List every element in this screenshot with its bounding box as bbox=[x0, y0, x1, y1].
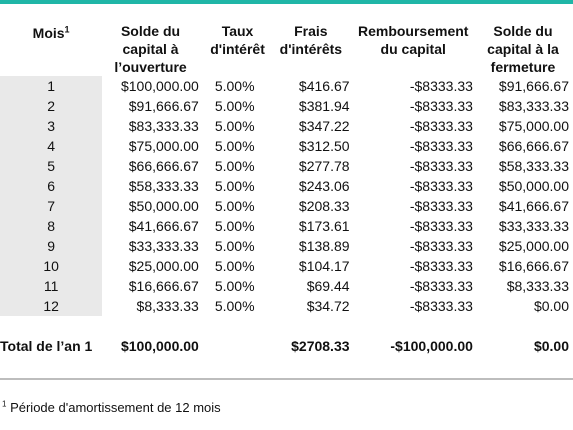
amortization-table bbox=[0, 22, 573, 356]
cell-taux: 5.00% bbox=[214, 78, 255, 94]
table-row bbox=[0, 116, 573, 136]
cell-solde-fermeture: $8,333.33 bbox=[506, 278, 569, 294]
table-row bbox=[0, 136, 573, 156]
cell-remboursement: -$8333.33 bbox=[409, 138, 473, 154]
cell-solde-ouverture: $75,000.00 bbox=[128, 138, 199, 154]
cell-remboursement: -$8333.33 bbox=[409, 78, 473, 94]
cell-solde-ouverture: $25,000.00 bbox=[128, 258, 199, 274]
cell-frais: $69.44 bbox=[306, 278, 350, 294]
cell-frais: $208.33 bbox=[298, 198, 350, 214]
total-solde-ouverture: $100,000.00 bbox=[120, 338, 199, 354]
cell-solde-fermeture: $33,333.33 bbox=[498, 218, 569, 234]
cell-taux: 5.00% bbox=[214, 98, 255, 114]
cell-solde-fermeture: $0.00 bbox=[533, 298, 569, 314]
cell-solde-ouverture: $16,666.67 bbox=[128, 278, 199, 294]
cell-taux: 5.00% bbox=[214, 238, 255, 254]
footnote-number: 1 bbox=[2, 399, 7, 409]
header-solde-ouverture: Solde du capital à l’ouverture bbox=[114, 23, 187, 75]
footnote-text: Période d'amortissement de 12 mois bbox=[10, 400, 221, 415]
cell-mois: 7 bbox=[0, 196, 102, 216]
cell-solde-fermeture: $16,666.67 bbox=[498, 258, 569, 274]
cell-mois: 3 bbox=[0, 116, 102, 136]
table-row bbox=[0, 76, 573, 96]
cell-taux: 5.00% bbox=[214, 158, 255, 174]
cell-mois: 8 bbox=[0, 216, 102, 236]
cell-solde-fermeture: $50,000.00 bbox=[498, 178, 569, 194]
table-row bbox=[0, 96, 573, 116]
total-remboursement: -$100,000.00 bbox=[390, 338, 473, 354]
cell-mois: 1 bbox=[0, 76, 102, 96]
cell-taux: 5.00% bbox=[214, 298, 255, 314]
cell-taux: 5.00% bbox=[214, 218, 255, 234]
cell-solde-ouverture: $41,666.67 bbox=[128, 218, 199, 234]
cell-mois: 4 bbox=[0, 136, 102, 156]
footnote bbox=[2, 400, 221, 415]
cell-taux: 5.00% bbox=[214, 258, 255, 274]
cell-solde-ouverture: $66,666.67 bbox=[128, 158, 199, 174]
table-row bbox=[0, 176, 573, 196]
cell-remboursement: -$8333.33 bbox=[409, 298, 473, 314]
cell-remboursement: -$8333.33 bbox=[409, 158, 473, 174]
total-solde-fermeture: $0.00 bbox=[533, 338, 569, 354]
header-row bbox=[0, 22, 573, 76]
table-row bbox=[0, 276, 573, 296]
cell-frais: $173.61 bbox=[298, 218, 350, 234]
cell-mois: 5 bbox=[0, 156, 102, 176]
cell-solde-fermeture: $66,666.67 bbox=[498, 138, 569, 154]
table-row bbox=[0, 296, 573, 316]
cell-frais: $277.78 bbox=[298, 158, 350, 174]
cell-solde-fermeture: $25,000.00 bbox=[498, 238, 569, 254]
cell-frais: $138.89 bbox=[298, 238, 350, 254]
cell-remboursement: -$8333.33 bbox=[409, 238, 473, 254]
total-mois: Total de l’an 1 bbox=[0, 338, 93, 354]
cell-mois: 11 bbox=[0, 276, 102, 296]
cell-frais: $312.50 bbox=[298, 138, 350, 154]
cell-solde-ouverture: $91,666.67 bbox=[128, 98, 199, 114]
cell-frais: $104.17 bbox=[298, 258, 350, 274]
cell-remboursement: -$8333.33 bbox=[409, 178, 473, 194]
table-row bbox=[0, 196, 573, 216]
cell-taux: 5.00% bbox=[214, 178, 255, 194]
cell-mois: 9 bbox=[0, 236, 102, 256]
footnote-marker: 1 bbox=[64, 24, 70, 35]
cell-solde-ouverture: $33,333.33 bbox=[128, 238, 199, 254]
cell-remboursement: -$8333.33 bbox=[409, 258, 473, 274]
cell-frais: $243.06 bbox=[298, 178, 350, 194]
cell-taux: 5.00% bbox=[214, 118, 255, 134]
cell-solde-fermeture: $83,333.33 bbox=[498, 98, 569, 114]
cell-solde-fermeture: $41,666.67 bbox=[498, 198, 569, 214]
header-solde-fermeture: Solde du capital à la fermeture bbox=[487, 23, 559, 75]
total-taux bbox=[203, 336, 272, 356]
table-row bbox=[0, 256, 573, 276]
cell-taux: 5.00% bbox=[214, 138, 255, 154]
cell-remboursement: -$8333.33 bbox=[409, 118, 473, 134]
cell-frais: $416.67 bbox=[298, 78, 350, 94]
cell-mois: 2 bbox=[0, 96, 102, 116]
bottom-rule bbox=[0, 378, 573, 380]
cell-mois: 10 bbox=[0, 256, 102, 276]
cell-frais: $347.22 bbox=[298, 118, 350, 134]
header-taux: Taux d'intérêt bbox=[210, 23, 265, 57]
cell-solde-ouverture: $58,333.33 bbox=[128, 178, 199, 194]
cell-remboursement: -$8333.33 bbox=[409, 198, 473, 214]
top-accent-rule bbox=[0, 0, 573, 4]
cell-mois: 6 bbox=[0, 176, 102, 196]
cell-solde-fermeture: $58,333.33 bbox=[498, 158, 569, 174]
total-frais: $2708.33 bbox=[291, 338, 350, 354]
cell-frais: $381.94 bbox=[298, 98, 350, 114]
cell-mois: 12 bbox=[0, 296, 102, 316]
spacer-row bbox=[0, 316, 573, 336]
cell-remboursement: -$8333.33 bbox=[409, 98, 473, 114]
header-frais: Frais d'intérêts bbox=[279, 23, 343, 57]
cell-solde-ouverture: $83,333.33 bbox=[128, 118, 199, 134]
table-row bbox=[0, 156, 573, 176]
total-row bbox=[0, 336, 573, 356]
cell-solde-ouverture: $8,333.33 bbox=[136, 298, 199, 314]
cell-solde-fermeture: $75,000.00 bbox=[498, 118, 569, 134]
cell-solde-ouverture: $100,000.00 bbox=[120, 78, 199, 94]
cell-solde-fermeture: $91,666.67 bbox=[498, 78, 569, 94]
cell-taux: 5.00% bbox=[214, 278, 255, 294]
cell-frais: $34.72 bbox=[306, 298, 350, 314]
header-remboursement: Remboursement du capital bbox=[357, 23, 469, 57]
cell-taux: 5.00% bbox=[214, 198, 255, 214]
cell-remboursement: -$8333.33 bbox=[409, 218, 473, 234]
table-row bbox=[0, 236, 573, 256]
table-row bbox=[0, 216, 573, 236]
cell-solde-ouverture: $50,000.00 bbox=[128, 198, 199, 214]
cell-remboursement: -$8333.33 bbox=[409, 278, 473, 294]
header-mois: Mois$^1$ bbox=[32, 24, 70, 41]
